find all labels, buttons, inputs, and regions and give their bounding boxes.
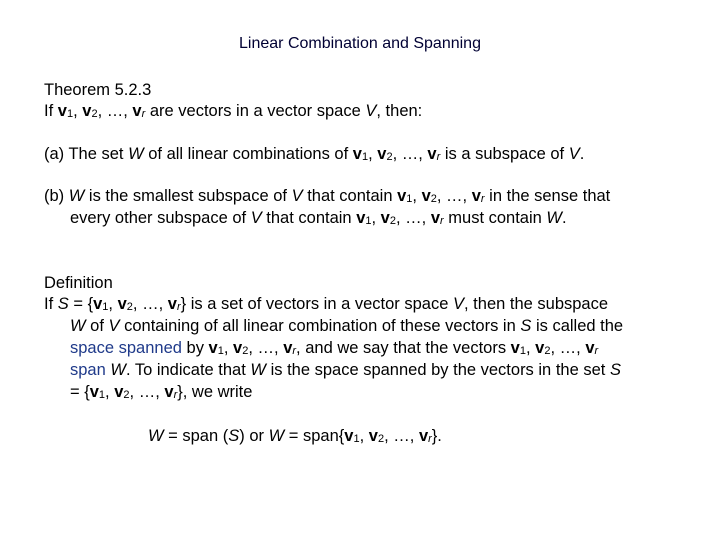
theorem-heading: Theorem 5.2.3: [44, 81, 152, 99]
definition-line3: space spanned by v1, v2, …, vr, and we say that the vectors v1, v2, …, vr: [70, 339, 599, 357]
span-notation: W = span (S) or W = span{v1, v2, …, vr}.: [148, 427, 442, 445]
definition-line1: If S = {v1, v2, …, vr} is a set of vectors in a vector space V, then the subspace: [44, 295, 609, 313]
slide-title: Linear Combination and Spanning: [239, 35, 481, 52]
definition-line5: = {v1, v2, …, vr}, we write: [70, 383, 253, 401]
definition-line4: span W. To indicate that W is the space spanned by the vectors in the set S: [70, 361, 621, 379]
theorem-part-b-line2: every other subspace of V that contain v1, v2, …, vr must contain W.: [70, 209, 567, 227]
definition-line2: W of V containing of all linear combination of these vectors in S is called the: [70, 317, 624, 335]
definition-heading: Definition: [44, 274, 113, 292]
theorem-part-a: (a) The set W of all linear combinations of v1, v2, …, vr is a subspace of V.: [44, 145, 585, 163]
theorem-intro: If v1, v2, …, vr are vectors in a vector space V, then:: [44, 102, 423, 120]
theorem-part-b-line1: (b) W is the smallest subspace of V that contain v1, v2, …, vr in the sense that: [44, 187, 611, 205]
